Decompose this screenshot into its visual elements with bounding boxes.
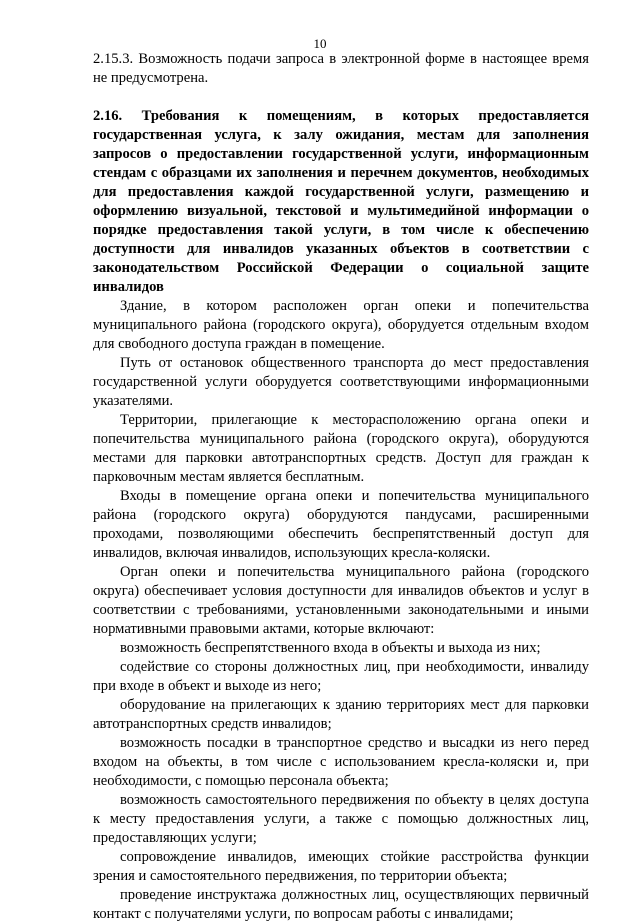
- list-item-unobstructed-entry: возможность беспрепятственного входа в объекты и выхода из них;: [120, 640, 541, 656]
- list-item-boarding-vehicle: возможность посадки в транспортное средство и высадки из него перед входом на объекты, в том числе с использованием кресла-коляски и, при необходимости, с помощью персонала объекта;: [93, 735, 589, 789]
- list-item-independent-movement: возможность самостоятельного передвижения по объекту в целях доступа к месту предоставления услуги, а также с помощью должностных лиц, предоставляющих услуги;: [93, 792, 589, 846]
- paragraph-building-entrance: Здание, в котором расположен орган опеки и попечительства муниципального района (городского округа), оборудуется отдельным входом для свободного доступа граждан в помещение.: [93, 298, 589, 352]
- document-body: [93, 50, 589, 924]
- list-item-staff-assistance: содействие со стороны должностных лиц, при необходимости, инвалиду при входе в объект и выходе из него;: [93, 659, 589, 694]
- list-item-escort-visually-impaired: сопровождение инвалидов, имеющих стойкие расстройства функции зрения и самостоятельного передвижения, по территории объекта;: [93, 849, 589, 884]
- list-item-staff-briefing: проведение инструктажа должностных лиц, осуществляющих первичный контакт с получателями услуги, по вопросам работы с инвалидами;: [93, 887, 589, 922]
- section-heading-2-16: 2.16. Требования к помещениям, в которых предоставляется государственная услуга, к залу ожидания, местам для заполнения запросов о предоставлении государственной услуги, информационным стендам с образцами их заполнения и перечнем документов, необходимых для предоставления каждой государственной услуги, размещению и оформлению визуальной, текстовой и мультимедийной информации о порядке предоставления такой услуги, в том числе к обеспечению доступности для инвалидов указанных объектов в соответствии с законодательством Российской Федерации о социальной защите инвалидов: [93, 108, 589, 295]
- paragraph-transport-path: Путь от остановок общественного транспорта до мест предоставления государственной услуги оборудуется соответствующими информационными указателями.: [93, 355, 589, 409]
- paragraph-accessibility-conditions: Орган опеки и попечительства муниципального района (городского округа) обеспечивает условия доступности для инвалидов объектов и услуг в соответствии с требованиями, установленными законодательными и иными нормативными правовыми актами, которые включают:: [93, 564, 589, 637]
- page-number: 10: [313, 36, 327, 51]
- paragraph-2-15-3: 2.15.3. Возможность подачи запроса в электронной форме в настоящее время не предусмотрена.: [93, 51, 589, 86]
- paragraph-parking-territories: Территории, прилегающие к месторасположению органа опеки и попечительства муниципального района (городского округа), оборудуются местами для парковки автотранспортных средств. Доступ для граждан к парковочным местам является бесплатным.: [93, 412, 589, 485]
- paragraph-entrances-ramps: Входы в помещение органа опеки и попечительства муниципального района (городского округа) оборудуются пандусами, расширенными проходами, позволяющими обеспечить беспрепятственный доступ для инвалидов, включая инвалидов, использующих кресла-коляски.: [93, 488, 589, 561]
- list-item-parking-equipment: оборудование на прилегающих к зданию территориях мест для парковки автотранспортных средств инвалидов;: [93, 697, 589, 732]
